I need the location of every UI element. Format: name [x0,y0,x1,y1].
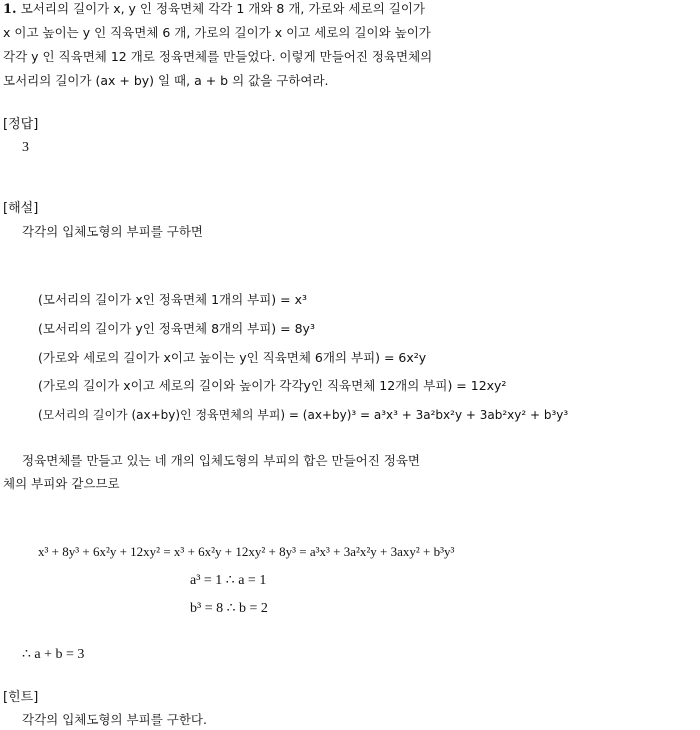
answer-heading: [정답] [3,117,39,132]
problem-line-1 [3,0,425,19]
volume-item-3: (가로와 세로의 길이가 x이고 높이는 y인 직육면체 6개의 부피) = 6x²y [38,350,427,365]
equation-a: a³ = 1 ∴ a = 1 [190,573,267,588]
volume-item-5: (모서리의 길이가 (ax+by)인 정육면체의 부피) = (ax+by)³ = a³x³ + 3a²bx²y + 3ab²xy² + b³y³ [38,408,569,422]
solution-para-1: 정육면체를 만들고 있는 네 개의 입체도형의 부피의 합은 만들어진 정육면 [22,453,421,468]
equation-main: x³ + 8y³ + 6x²y + 12xy² = x³ + 6x²y + 12xy² + 8y³ = a³x³ + 3a²x²y + 3axy² + b³y³ [38,544,455,559]
equation-b: b³ = 8 ∴ b = 2 [190,601,268,616]
problem-line-4: 모서리의 길이가 (ax + by) 일 때, a + b 의 값을 구하여라. [3,73,329,88]
problem-line-3: 각각 y 인 직육면체 12 개로 정육면체를 만들었다. 이렇게 만들어진 정육면체의 [3,49,433,64]
answer-value: 3 [22,140,29,155]
volume-item-4: (가로의 길이가 x이고 세로의 길이와 높이가 각각y인 직육면체 12개의 부피) = 12xy² [38,378,507,393]
hint-text: 각각의 입체도형의 부피를 구한다. [22,712,207,727]
problem-number: 1. [3,2,17,17]
solution-para-2: 체의 부피와 같으므로 [3,476,120,491]
conclusion: ∴ a + b = 3 [22,647,85,662]
solution-intro: 각각의 입체도형의 부피를 구하면 [22,224,203,239]
volume-item-2: (모서리의 길이가 y인 정육면체 8개의 부피) = 8y³ [38,321,315,336]
solution-heading: [해설] [3,201,39,216]
problem-text-1: 모서리의 길이가 x, y 인 정육면체 각각 1 개와 8 개, 가로와 세로의 길이가 [20,1,425,16]
volume-item-1: (모서리의 길이가 x인 정육면체 1개의 부피) = x³ [38,292,308,307]
problem-line-2: x 이고 높이는 y 인 직육면체 6 개, 가로의 길이가 x 이고 세로의 길이와 높이가 [3,25,431,40]
hint-heading: [힌트] [3,690,39,705]
